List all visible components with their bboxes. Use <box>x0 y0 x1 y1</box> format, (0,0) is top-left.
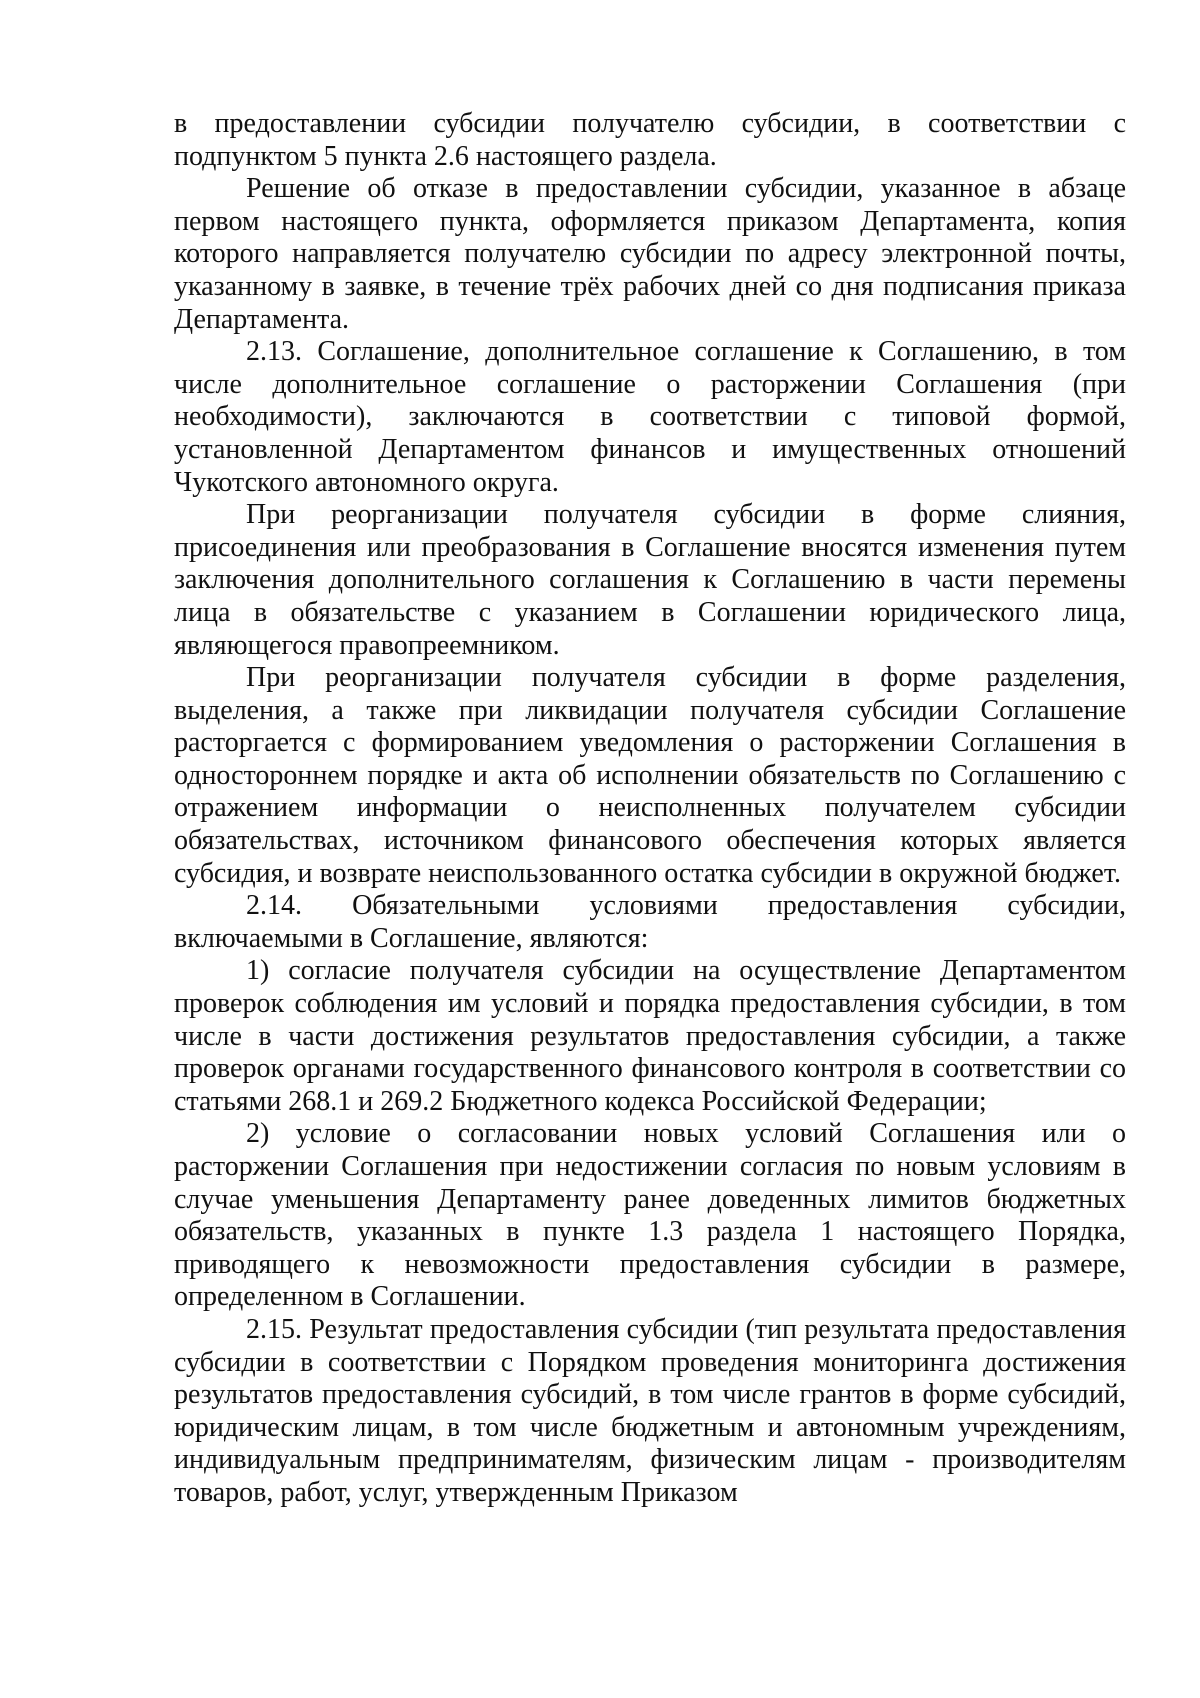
paragraph-9: 2.15. Результат предоставления субсидии (тип результата предоставления субсидии в соответствии с Порядком проведения мониторинга достижения результатов предоставления субсидий, в том числе грантов в форме субсидий, юридическим лицам, в том числе бюджетным и автономным учреждениям, индивидуальным предпринимателям, физическим лицам - производителям товаров, работ, услуг, утвержденным Приказом <box>174 1313 1126 1508</box>
paragraph-8: 2) условие о согласовании новых условий Соглашения или о расторжении Соглашения при недостижении согласия по новым условиям в случае уменьшения Департаменту ранее доведенных лимитов бюджетных обязательств, указанных в пункте 1.3 раздела 1 настоящего Порядка, приводящего к невозможности предоставления субсидии в размере, определенном в Соглашении. <box>174 1118 1126 1313</box>
document-page <box>174 108 1126 1510</box>
paragraph-4: При реорганизации получателя субсидии в форме слияния, присоединения или преобразования в Соглашение вносятся изменения путем заключения дополнительного соглашения к Соглашению в части перемены лица в обязательстве с указанием в Соглашении юридического лица, являющегося правопреемником. <box>174 499 1126 661</box>
paragraph-3: 2.13. Соглашение, дополнительное соглашение к Соглашению, в том числе дополнительное соглашение о расторжении Соглашения (при необходимости), заключаются в соответствии с типовой формой, установленной Департаментом финансов и имущественных отношений Чукотского автономного округа. <box>174 336 1126 498</box>
paragraph-7: 1) согласие получателя субсидии на осуществление Департаментом проверок соблюдения им условий и порядка предоставления субсидии, в том числе в части достижения результатов предоставления субсидии, а также проверок органами государственного финансового контроля в соответствии со статьями 268.1 и 269.2 Бюджетного кодекса Российской Федерации; <box>174 955 1126 1117</box>
paragraph-2: Решение об отказе в предоставлении субсидии, указанное в абзаце первом настоящего пункта, оформляется приказом Департамента, копия которого направляется получателю субсидии по адресу электронной почты, указанному в заявке, в течение трёх рабочих дней со дня подписания приказа Департамента. <box>174 173 1126 335</box>
paragraph-5: При реорганизации получателя субсидии в форме разделения, выделения, а также при ликвидации получателя субсидии Соглашение расторгается с формированием уведомления о расторжении Соглашения в одностороннем порядке и акта об исполнении обязательств по Соглашению с отражением информации о неисполненных получателем субсидии обязательствах, источником финансового обеспечения которых является субсидия, и возврате неиспользованного остатка субсидии в окружной бюджет. <box>174 662 1126 889</box>
paragraph-1: в предоставлении субсидии получателю субсидии, в соответствии с подпунктом 5 пункта 2.6 настоящего раздела. <box>174 108 1126 172</box>
paragraph-6: 2.14. Обязательными условиями предоставления субсидии, включаемыми в Соглашение, являются: <box>174 890 1126 954</box>
